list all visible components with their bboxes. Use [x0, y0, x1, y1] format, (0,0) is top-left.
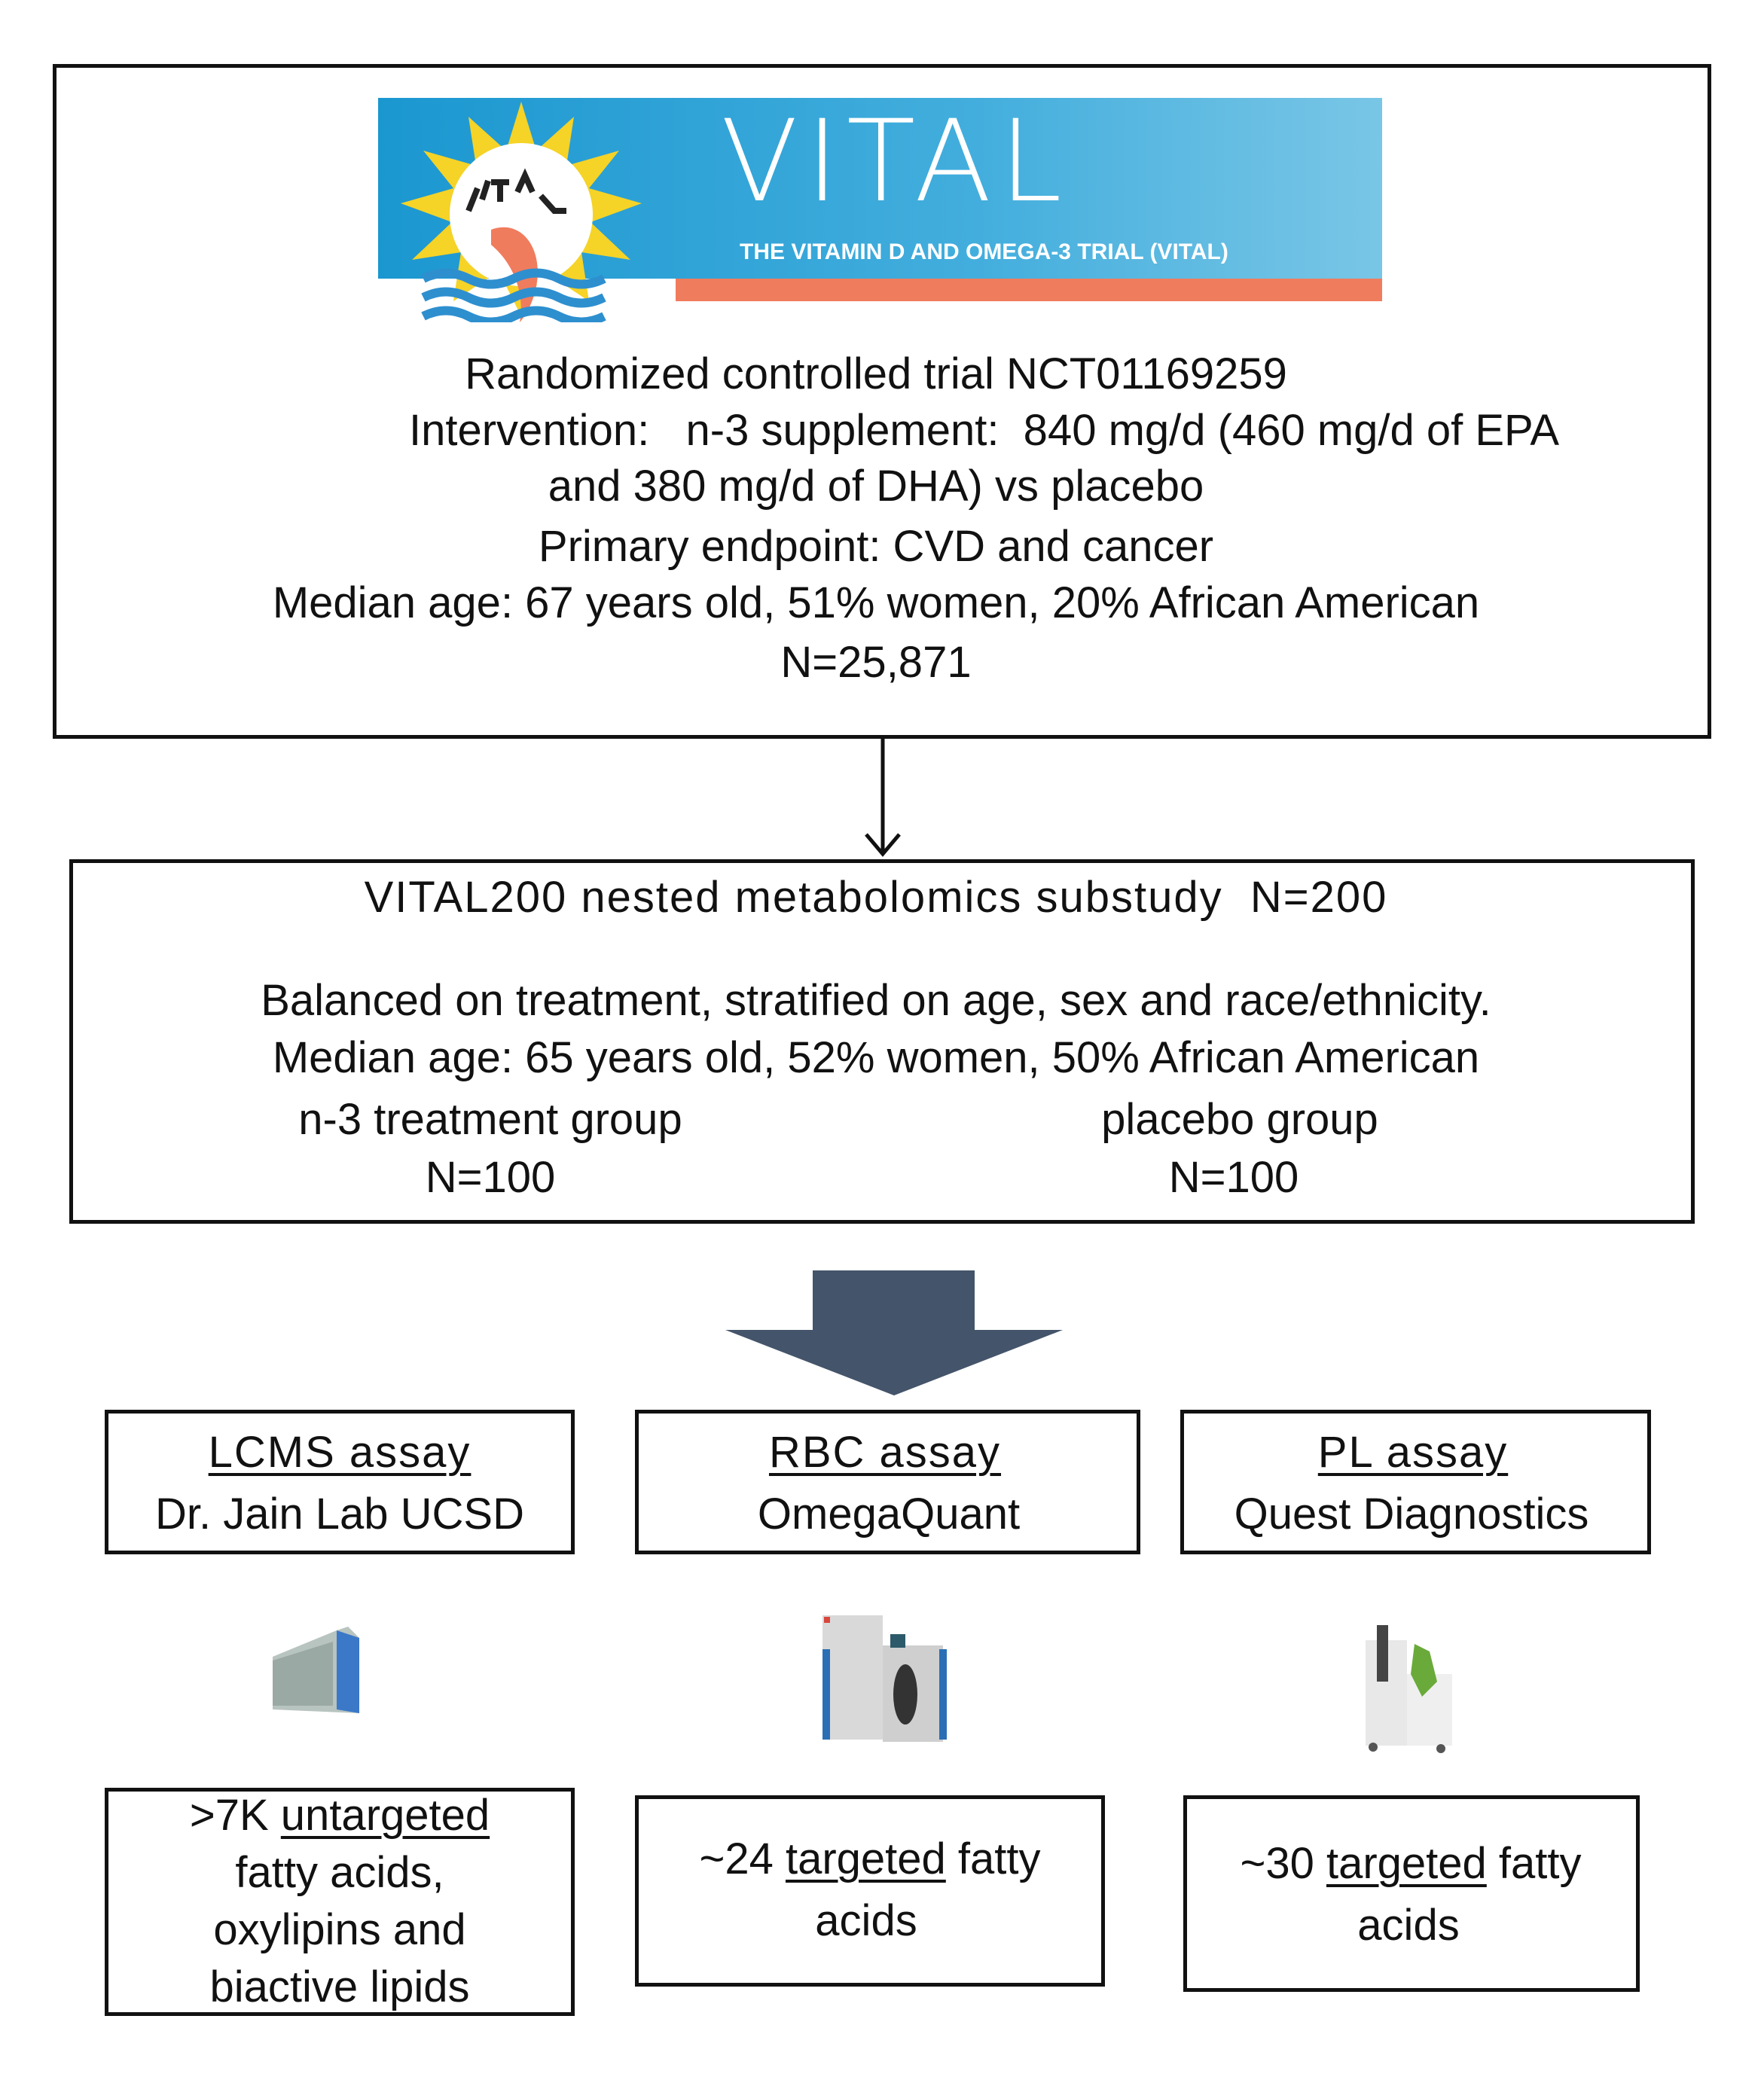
- placebo-group-label: placebo group: [1101, 1095, 1378, 1144]
- result-line: acids: [815, 1896, 917, 1945]
- result-line: [189, 1791, 490, 1840]
- trial-endpoint: Primary endpoint: CVD and cancer: [538, 522, 1214, 571]
- down-arrow-connector: [859, 736, 907, 858]
- result-kind: targeted: [785, 1834, 946, 1883]
- result-count: >7K: [189, 1791, 269, 1840]
- sun-fish-emblem: [393, 98, 649, 322]
- result-line: oxylipins and: [213, 1905, 466, 1954]
- substudy-title: VITAL200 nested metabolomics substudy N=200: [364, 873, 1388, 922]
- trial-demographics: Median age: 67 years old, 51% women, 20% African American: [272, 578, 1480, 627]
- vital-logo: [378, 98, 1382, 322]
- result-line: biactive lipids: [209, 1962, 470, 2011]
- block-arrow: [725, 1270, 1063, 1395]
- logo-title: VITAL: [721, 96, 1070, 227]
- lcms-instrument-image: [265, 1627, 371, 1713]
- assay-lab: OmegaQuant: [757, 1490, 1021, 1539]
- substudy-balance: Balanced on treatment, stratified on age, sex and race/ethnicity.: [261, 976, 1491, 1025]
- result-line: acids: [1357, 1901, 1460, 1950]
- rbc-instrument-image: [822, 1615, 966, 1747]
- trial-intervention-cont: and 380 mg/d of DHA) vs placebo: [548, 462, 1204, 511]
- assay-lab: Dr. Jain Lab UCSD: [155, 1490, 524, 1539]
- result-line: [699, 1834, 1041, 1883]
- result-kind: targeted: [1326, 1839, 1487, 1888]
- trial-n: N=25,871: [780, 638, 972, 687]
- trial-intervention: Intervention: n-3 supplement: 840 mg/d (460 mg/d of EPA: [409, 406, 1560, 455]
- substudy-demographics: Median age: 65 years old, 52% women, 50% African American: [272, 1033, 1480, 1082]
- result-box-pl: [1183, 1795, 1640, 1992]
- result-kind: untargeted: [280, 1791, 490, 1840]
- result-count: ~30: [1240, 1839, 1314, 1888]
- pl-instrument-image: [1358, 1618, 1467, 1753]
- trial-registration: Randomized controlled trial NCT01169259: [465, 349, 1287, 398]
- assay-name: PL assay: [1317, 1428, 1509, 1477]
- result-line: fatty acids,: [235, 1848, 444, 1897]
- result-rest: fatty: [1498, 1839, 1582, 1888]
- treatment-group-label: n-3 treatment group: [298, 1095, 682, 1144]
- treatment-group-n: N=100: [425, 1153, 556, 1202]
- logo-subtitle: THE VITAMIN D AND OMEGA-3 TRIAL (VITAL): [740, 239, 1228, 264]
- assay-name: LCMS assay: [208, 1428, 472, 1477]
- assay-name: RBC assay: [768, 1428, 1002, 1477]
- assay-lab: Quest Diagnostics: [1234, 1490, 1589, 1539]
- result-box-rbc: [635, 1795, 1105, 1987]
- result-count: ~24: [699, 1834, 774, 1883]
- placebo-group-n: N=100: [1168, 1153, 1299, 1202]
- result-line: [1240, 1839, 1582, 1888]
- result-rest: fatty: [957, 1834, 1041, 1883]
